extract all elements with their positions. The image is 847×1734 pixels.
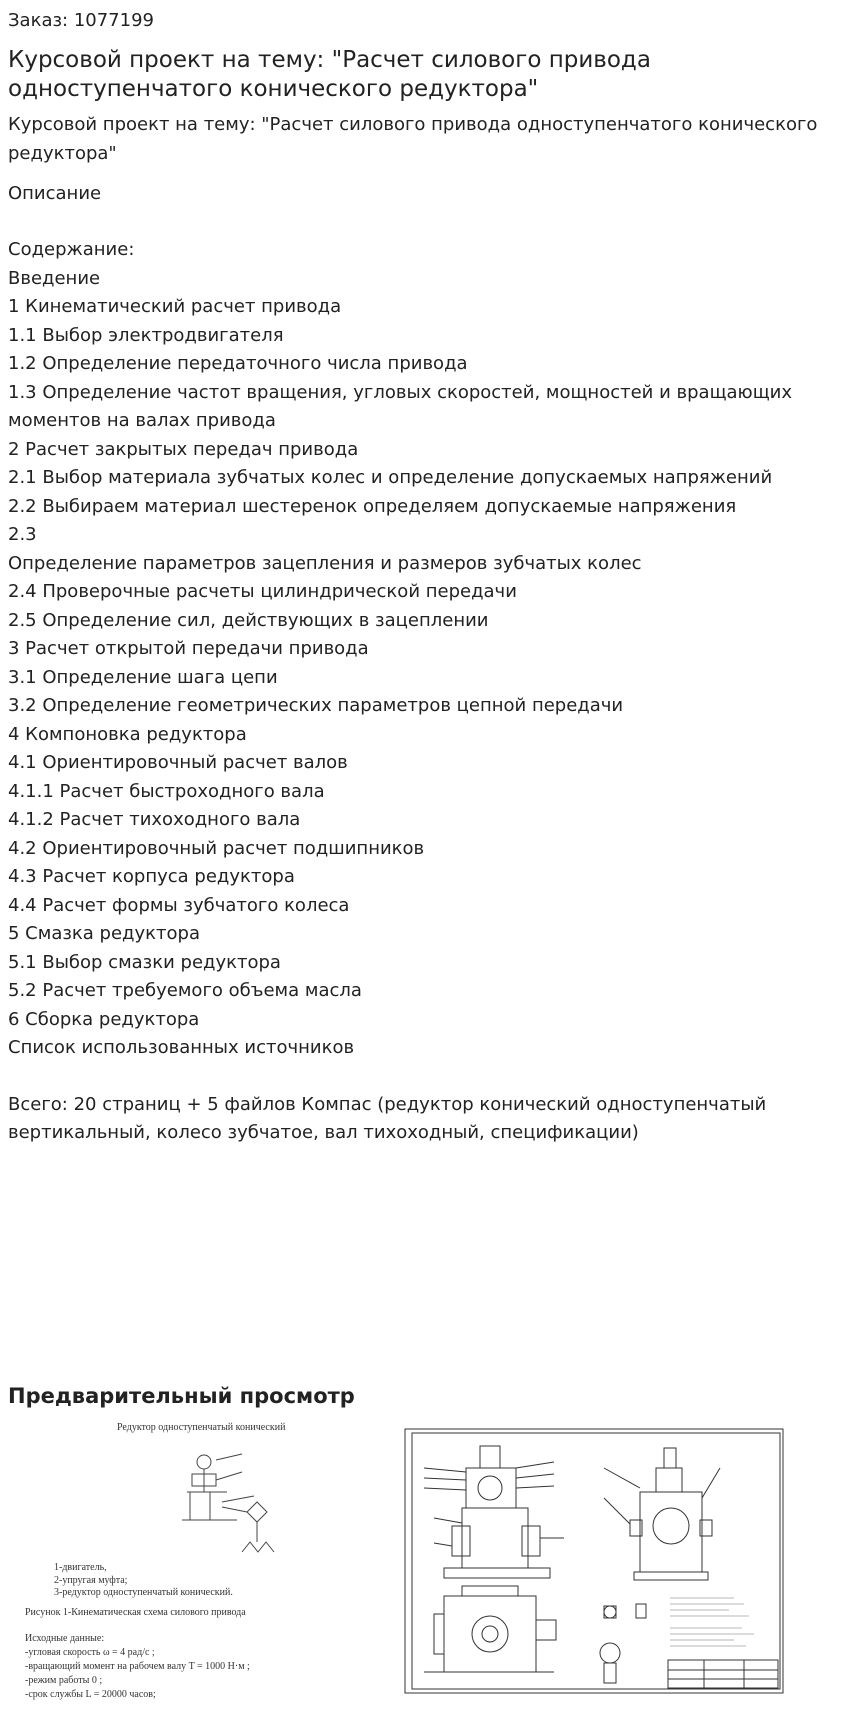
total-summary: Всего: 20 страниц + 5 файлов Компас (редуктор конический одноступенчатый вертикальный, колесо зубчатое, вал тихоходный, спецификации) (8, 1093, 767, 1143)
input-line: -срок службы L = 20000 часов; (25, 1689, 156, 1700)
preview-page-assembly-drawing[interactable] (404, 1428, 784, 1694)
toc-line: 4.4 Расчет формы зубчатого колеса (8, 894, 350, 916)
toc-line: 5 Смазка редуктора (8, 923, 200, 944)
toc-line: Определение параметров зацепления и размеров зубчатых колес (8, 552, 642, 574)
legend-line: 2-упругая муфта; (54, 1574, 128, 1586)
toc-line: 3.1 Определение шага цепи (8, 666, 278, 688)
legend-line: 3-редуктор одноступенчатый конический. (54, 1587, 233, 1598)
kinematic-scheme-drawing (22, 1432, 322, 1572)
preview-page-scheme[interactable] (22, 1418, 322, 1708)
input-line: -режим работы 0 ; (25, 1675, 103, 1686)
table-of-contents (8, 236, 838, 1063)
toc-line: 5.1 Выбор смазки редуктора (8, 951, 281, 973)
preview-scheme-caption: Рисунок 1-Кинематическая схема силового привода (25, 1607, 246, 1618)
toc-line: 4 Компоновка редуктора (8, 723, 247, 745)
toc-line: 2 Расчет закрытых передач привода (8, 438, 359, 460)
toc-line: 4.1.2 Расчет тихоходного вала (8, 809, 301, 830)
preview-scheme-legend (54, 1562, 233, 1600)
toc-line: 1.1 Выбор электродвигателя (8, 324, 284, 346)
input-line: -вращающий момент на рабочем валу T = 1000 Н·м ; (25, 1661, 250, 1672)
toc-line: 2.2 Выбираем материал шестеренок определяем допускаемые напряжения (8, 495, 737, 517)
toc-line: Список использованных источников (8, 1037, 355, 1058)
toc-line: 4.2 Ориентировочный расчет подшипников (8, 837, 425, 859)
toc-line: 4.1.1 Расчет быстроходного вала (8, 780, 325, 802)
toc-line: 5.2 Расчет требуемого объема масла (8, 980, 362, 1001)
page-title: Курсовой проект на тему: "Расчет силового привода одноступенчатого конического редуктора" (8, 47, 651, 102)
toc-line: 2.1 Выбор материала зубчатых колес и определение допускаемых напряжений (8, 467, 773, 488)
preview-input-data (25, 1632, 250, 1702)
toc-line: 1.2 Определение передаточного числа привода (8, 353, 468, 374)
toc-line: Введение (8, 267, 101, 289)
toc-line: 2.4 Проверочные расчеты цилиндрической передачи (8, 581, 517, 602)
toc-line: 1.3 Определение частот вращения, угловых скоростей, мощностей и вращающих моментов на валах привода (8, 381, 793, 431)
toc-line: 3 Расчет открытой передачи привода (8, 638, 369, 659)
assembly-drawing (404, 1428, 784, 1694)
preview-heading: Предварительный просмотр (8, 1384, 355, 1408)
toc-line: 1 Кинематический расчет привода (8, 296, 342, 317)
input-line: -угловая скорость ω = 4 рад/с ; (25, 1647, 155, 1658)
toc-line: 4.1 Ориентировочный расчет валов (8, 752, 348, 773)
toc-line: 3.2 Определение геометрических параметров цепной передачи (8, 695, 624, 716)
toc-line: Содержание: (8, 239, 135, 260)
order-number: Заказ: 1077199 (8, 10, 154, 31)
preview-scheme-title: Редуктор одноступенчатый конический (117, 1422, 286, 1433)
page-subtitle: Курсовой проект на тему: "Расчет силового привода одноступенчатого конического редуктора" (8, 114, 818, 164)
description-label: Описание (8, 183, 102, 204)
legend-line: 1-двигатель, (54, 1562, 107, 1573)
toc-line: 2.3 (8, 524, 37, 545)
toc-line: 2.5 Определение сил, действующих в зацеплении (8, 609, 489, 631)
document-page (8, 0, 838, 1148)
toc-line: 6 Сборка редуктора (8, 1008, 200, 1030)
toc-line: 4.3 Расчет корпуса редуктора (8, 866, 295, 887)
input-header: Исходные данные: (25, 1633, 105, 1644)
